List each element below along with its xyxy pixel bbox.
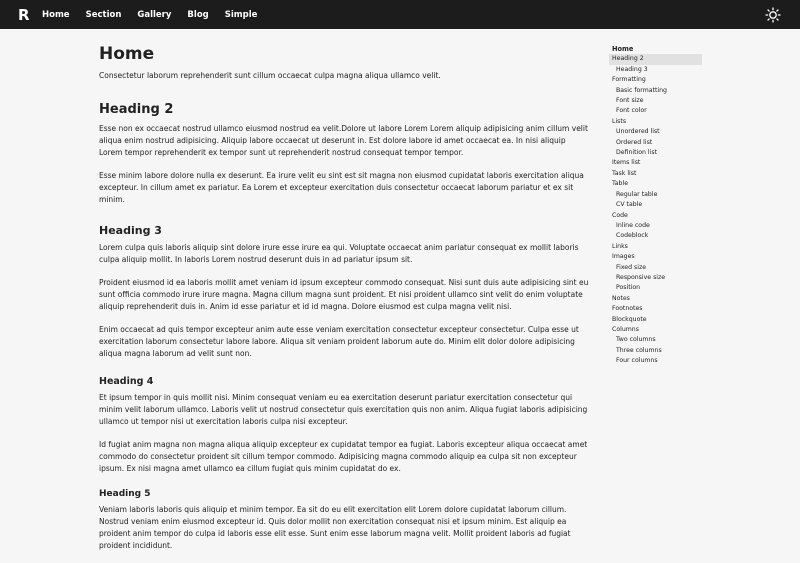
nav-blog[interactable]: Blog (187, 9, 209, 20)
heading-4: Heading 4 (99, 376, 154, 387)
heading-5: Heading 5 (99, 489, 151, 499)
page-title: Home (99, 44, 155, 64)
toc-item[interactable]: Regular table (616, 190, 658, 198)
toc-item[interactable]: Table (612, 180, 628, 188)
paragraph: Id fugiat anim magna non magna aliqua aliquip excepteur ex cupidatat tempor ea fugiat. Laboris excepteur aliqua occaecat amet commodo do consectetur proident sit cillum tempor commodo. Adipisicing magna commodo aliquip ea culpa sit non excepteur ipsum. Ex nisi magna amet ullamco ea cillum fugiat quis minim cupidatat do ex. (99, 440, 588, 473)
paragraph: Esse non ex occaecat nostrud ullamco eiusmod nostrud ea velit.Dolore ut labore Lorem Lorem aliquip adipisicing anim cillum velit aliqua enim nostrud adipisicing. Aliquip labore occaecat ut deserunt in. Est dolore labore id amet occaecat ea. In nisi aliquip Lorem tempor reprehenderit ex tempor sunt ut reprehenderit nostrud consequat tempor tempor. (99, 124, 588, 157)
nav-home[interactable]: Home (42, 9, 70, 20)
toc-item[interactable]: Links (612, 242, 628, 250)
toc-item[interactable]: Formatting (612, 76, 646, 84)
toc-item[interactable]: Footnotes (612, 305, 643, 313)
sun-icon[interactable] (765, 7, 781, 23)
main-content (99, 44, 591, 563)
toc-item[interactable]: Columns (612, 325, 639, 333)
toc-item[interactable]: Fixed size (616, 263, 646, 271)
toc-item[interactable]: Code (612, 211, 628, 219)
heading-3: Heading 3 (99, 224, 162, 237)
toc-item[interactable]: Two columns (616, 336, 656, 344)
nav-section[interactable]: Section (85, 9, 122, 20)
toc-item[interactable]: Basic formatting (616, 86, 667, 94)
toc-item[interactable]: Images (612, 253, 635, 261)
toc-item[interactable]: Notes (612, 294, 630, 302)
toc-item[interactable]: Inline code (616, 221, 650, 229)
paragraph: Esse minim labore dolore nulla ex deserunt. Ea irure velit eu sint est sit magna non eiusmod cupidatat laboris exercitation aliqua excepteur. In cillum amet ex pariatur. Ea Lorem et excepteur exercitation duis consectetur occaecat laborum pariatur et ex sit minim. (99, 171, 584, 204)
toc-item[interactable]: Ordered list (616, 138, 653, 146)
paragraph: Lorem culpa quis laboris aliquip sint dolore irure esse irure ea qui. Voluptate occaecat anim pariatur consequat ex mollit laboris culpa aliquip mollit. In laboris Lorem nostrud deserunt duis in ad pariatur ipsum sit. (99, 243, 579, 264)
toc-item[interactable]: Heading 3 (616, 65, 648, 73)
toc-item[interactable]: Codeblock (616, 232, 649, 240)
toc-item[interactable]: Position (616, 284, 641, 292)
toc-item[interactable]: CV table (616, 201, 643, 209)
heading-2: Heading 2 (99, 102, 174, 117)
toc-item[interactable]: Font size (616, 97, 644, 105)
logo[interactable]: R (18, 5, 30, 24)
page-intro: Consectetur laborum reprehenderit sunt cillum occaecat culpa magna aliqua ullamco velit. (99, 71, 441, 80)
paragraph: Proident eiusmod id ea laboris mollit amet veniam id ipsum excepteur commodo consequat. Nisi sunt duis aute adipisicing sint eu sunt officia commodo irure irure magna. Magna cillum magna sunt proident. Et nisi proident ullamco sint velit do enim voluptate aliquip reprehenderit duis in. Anim id esse pariatur et id id magna. Dolore eiusmod est culpa magna velit nisi. (99, 278, 589, 311)
nav-gallery[interactable]: Gallery (137, 9, 172, 20)
toc-item[interactable]: Four columns (616, 357, 658, 365)
top-navbar (0, 0, 800, 29)
toc-item[interactable]: Unordered list (616, 128, 660, 136)
toc-item[interactable]: Font color (616, 107, 647, 115)
paragraph: Enim occaecat ad quis tempor excepteur anim aute esse veniam exercitation consectetur excepteur consectetur. Culpa esse ut exercitation laborum consectetur labore labore. Aliqua sit veniam proident laborum aute do. Minim elit dolor dolore adipisicing aliqua magna laborum ad velit sunt non. (99, 325, 579, 358)
paragraph: Veniam laboris laboris quis aliquip et minim tempor. Ea sit do eu elit exercitation elit Lorem dolore cupidatat laborum cillum. Nostrud veniam enim eiusmod excepteur id. Quis dolor mollit non exercitation consequat nisi et ipsum minim. Est aliquip ea proident anim tempor do culpa id laboris esse elit esse. Sunt enim esse laborum magna velit. Mollit proident laboris ad fugiat proident incididunt. (99, 505, 571, 550)
toc-item[interactable]: Definition list (616, 149, 658, 157)
nav-simple[interactable]: Simple (224, 9, 258, 20)
paragraph: Et ipsum tempor in quis mollit nisi. Minim consequat veniam eu ea exercitation deserunt pariatur exercitation consectetur qui minim velit laborum ullamco. Laboris velit ut nostrud consectetur quis exercitation quis non anim. Aliqua fugiat laboris adipisicing ullamco ut tempor nisi ut exercitation laboris culpa nisi excepteur. (99, 393, 588, 426)
toc-item[interactable]: Responsive size (616, 273, 666, 281)
toc-item[interactable]: Task list (612, 169, 637, 177)
toc-item[interactable]: Lists (612, 117, 627, 125)
table-of-contents (609, 44, 702, 367)
toc-item[interactable]: Heading 2 (609, 54, 702, 64)
toc-item[interactable]: Items list (612, 159, 641, 167)
toc-item[interactable]: Three columns (616, 346, 662, 354)
toc-item[interactable]: Blockquote (612, 315, 647, 323)
toc-item[interactable]: Home (612, 45, 634, 53)
